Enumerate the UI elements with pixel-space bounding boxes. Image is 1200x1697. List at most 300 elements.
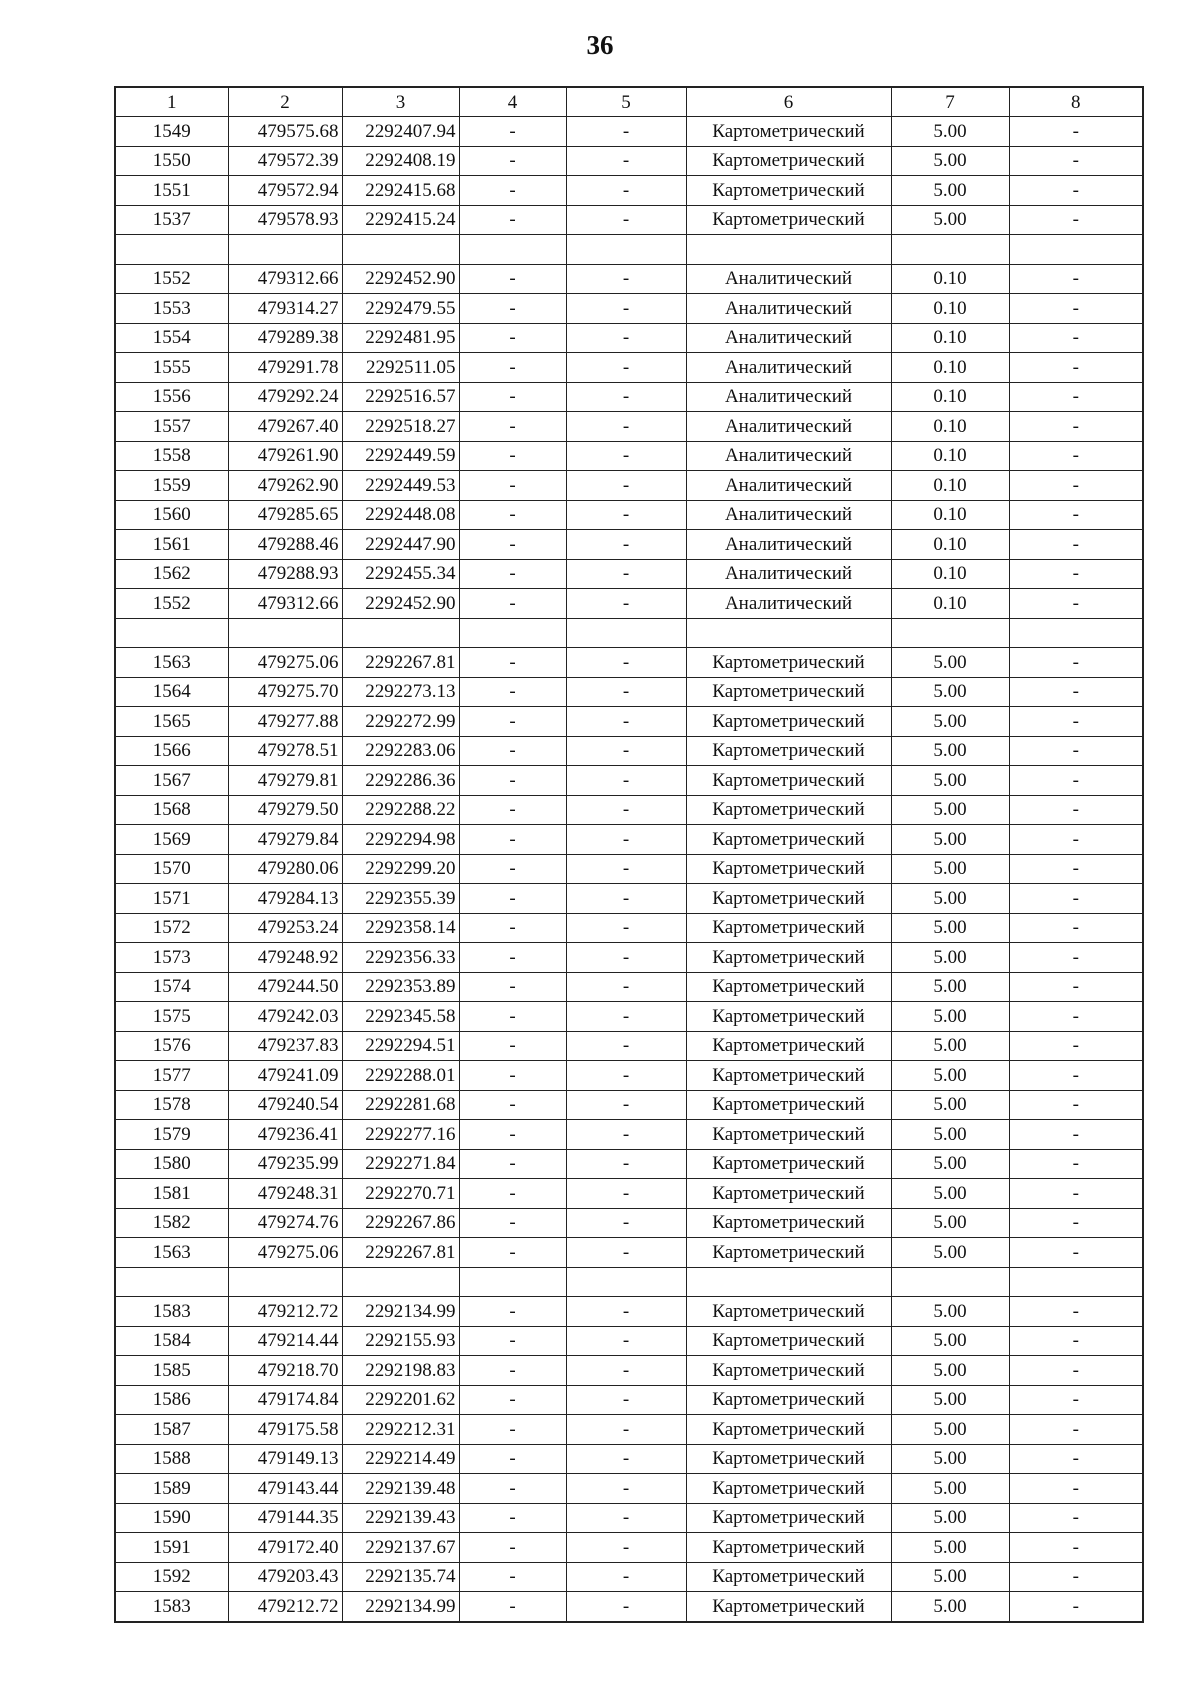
col8-cell: -: [1009, 205, 1143, 235]
col8-cell: -: [1009, 1031, 1143, 1061]
x-coordinate-cell: 479172.40: [228, 1533, 342, 1563]
table-row: [115, 766, 1143, 796]
y-coordinate-cell: 2292353.89: [342, 972, 459, 1002]
col5-cell: -: [566, 353, 686, 383]
col8-cell: -: [1009, 1562, 1143, 1592]
x-coordinate-cell: 479285.65: [228, 500, 342, 530]
point-number-cell: 1566: [115, 736, 228, 766]
x-coordinate-cell: 479284.13: [228, 884, 342, 914]
col4-cell: -: [459, 412, 566, 442]
method-cell: Аналитический: [686, 500, 891, 530]
point-number-cell: 1552: [115, 589, 228, 619]
y-coordinate-cell: 2292198.83: [342, 1356, 459, 1386]
accuracy-cell: 5.00: [891, 1120, 1009, 1150]
table-row: [115, 913, 1143, 943]
accuracy-cell: 5.00: [891, 1179, 1009, 1209]
method-cell: Картометрический: [686, 1592, 891, 1622]
y-coordinate-cell: 2292214.49: [342, 1444, 459, 1474]
column-header: 5: [566, 87, 686, 117]
col8-cell: -: [1009, 736, 1143, 766]
point-number-cell: 1550: [115, 146, 228, 176]
table-row: [115, 854, 1143, 884]
method-cell: Картометрический: [686, 766, 891, 796]
table-row: [115, 707, 1143, 737]
method-cell: Аналитический: [686, 294, 891, 324]
col5-cell: -: [566, 1090, 686, 1120]
x-coordinate-cell: 479279.50: [228, 795, 342, 825]
col8-cell: -: [1009, 412, 1143, 442]
col8-cell: -: [1009, 441, 1143, 471]
col4-cell: -: [459, 707, 566, 737]
col8-cell: -: [1009, 1592, 1143, 1622]
point-number-cell: 1560: [115, 500, 228, 530]
col4-cell: -: [459, 559, 566, 589]
col8-cell: -: [1009, 1120, 1143, 1150]
col5-cell: -: [566, 1533, 686, 1563]
accuracy-cell: 0.10: [891, 530, 1009, 560]
table-row: [115, 1002, 1143, 1032]
method-cell: Картометрический: [686, 205, 891, 235]
col4-cell: -: [459, 1297, 566, 1327]
table-row: [115, 205, 1143, 235]
y-coordinate-cell: 2292481.95: [342, 323, 459, 353]
table-row: [115, 500, 1143, 530]
y-coordinate-cell: 2292283.06: [342, 736, 459, 766]
method-cell: Картометрический: [686, 736, 891, 766]
col4-cell: -: [459, 382, 566, 412]
col4-cell: -: [459, 471, 566, 501]
method-cell: Картометрический: [686, 117, 891, 147]
y-coordinate-cell: 2292299.20: [342, 854, 459, 884]
point-number-cell: 1580: [115, 1149, 228, 1179]
col8-cell: -: [1009, 707, 1143, 737]
x-coordinate-cell: 479572.39: [228, 146, 342, 176]
col5-cell: -: [566, 1592, 686, 1622]
col8-cell: -: [1009, 1385, 1143, 1415]
col5-cell: -: [566, 1444, 686, 1474]
col5-cell: -: [566, 441, 686, 471]
accuracy-cell: 5.00: [891, 1326, 1009, 1356]
col4-cell: -: [459, 1090, 566, 1120]
point-number-cell: 1579: [115, 1120, 228, 1150]
col8-cell: -: [1009, 795, 1143, 825]
col4-cell: -: [459, 972, 566, 1002]
x-coordinate-cell: 479253.24: [228, 913, 342, 943]
x-coordinate-cell: 479279.81: [228, 766, 342, 796]
col4-cell: -: [459, 176, 566, 206]
accuracy-cell: 0.10: [891, 382, 1009, 412]
x-coordinate-cell: 479240.54: [228, 1090, 342, 1120]
col5-cell: -: [566, 500, 686, 530]
col4-cell: -: [459, 1208, 566, 1238]
y-coordinate-cell: 2292355.39: [342, 884, 459, 914]
point-number-cell: 1537: [115, 205, 228, 235]
table-row: [115, 235, 1143, 265]
col5-cell: -: [566, 1061, 686, 1091]
col8-cell: -: [1009, 648, 1143, 678]
col5-cell: -: [566, 884, 686, 914]
point-number-cell: [115, 1267, 228, 1297]
accuracy-cell: 5.00: [891, 1415, 1009, 1445]
accuracy-cell: 5.00: [891, 1031, 1009, 1061]
col5-cell: -: [566, 707, 686, 737]
point-number-cell: 1581: [115, 1179, 228, 1209]
table-row: [115, 1238, 1143, 1268]
col4-cell: -: [459, 1002, 566, 1032]
col8-cell: -: [1009, 766, 1143, 796]
col5-cell: -: [566, 766, 686, 796]
x-coordinate-cell: 479144.35: [228, 1503, 342, 1533]
col5-cell: -: [566, 589, 686, 619]
y-coordinate-cell: 2292516.57: [342, 382, 459, 412]
col5-cell: -: [566, 1474, 686, 1504]
x-coordinate-cell: 479212.72: [228, 1297, 342, 1327]
table-row: [115, 648, 1143, 678]
col4-cell: -: [459, 648, 566, 678]
accuracy-cell: 5.00: [891, 117, 1009, 147]
y-coordinate-cell: 2292139.43: [342, 1503, 459, 1533]
col4-cell: -: [459, 1533, 566, 1563]
method-cell: Аналитический: [686, 559, 891, 589]
y-coordinate-cell: 2292273.13: [342, 677, 459, 707]
accuracy-cell: [891, 1267, 1009, 1297]
x-coordinate-cell: 479214.44: [228, 1326, 342, 1356]
col4-cell: -: [459, 1503, 566, 1533]
accuracy-cell: 0.10: [891, 471, 1009, 501]
table-row: [115, 972, 1143, 1002]
accuracy-cell: 5.00: [891, 1002, 1009, 1032]
accuracy-cell: 0.10: [891, 264, 1009, 294]
table-row: [115, 412, 1143, 442]
accuracy-cell: 5.00: [891, 1208, 1009, 1238]
x-coordinate-cell: 479314.27: [228, 294, 342, 324]
table-row: [115, 117, 1143, 147]
point-number-cell: 1558: [115, 441, 228, 471]
col4-cell: -: [459, 1061, 566, 1091]
accuracy-cell: 5.00: [891, 1385, 1009, 1415]
accuracy-cell: 5.00: [891, 146, 1009, 176]
col5-cell: -: [566, 1031, 686, 1061]
col4-cell: -: [459, 913, 566, 943]
point-number-cell: 1564: [115, 677, 228, 707]
x-coordinate-cell: 479578.93: [228, 205, 342, 235]
method-cell: Картометрический: [686, 1120, 891, 1150]
col4-cell: -: [459, 1562, 566, 1592]
col5-cell: -: [566, 294, 686, 324]
y-coordinate-cell: 2292415.68: [342, 176, 459, 206]
y-coordinate-cell: 2292281.68: [342, 1090, 459, 1120]
point-number-cell: 1575: [115, 1002, 228, 1032]
col8-cell: -: [1009, 1326, 1143, 1356]
method-cell: Картометрический: [686, 146, 891, 176]
point-number-cell: 1590: [115, 1503, 228, 1533]
x-coordinate-cell: [228, 235, 342, 265]
col4-cell: -: [459, 294, 566, 324]
method-cell: Картометрический: [686, 1415, 891, 1445]
table-row: [115, 1415, 1143, 1445]
x-coordinate-cell: 479235.99: [228, 1149, 342, 1179]
col5-cell: [566, 618, 686, 648]
y-coordinate-cell: [342, 618, 459, 648]
col8-cell: -: [1009, 913, 1143, 943]
method-cell: Картометрический: [686, 1002, 891, 1032]
method-cell: Картометрический: [686, 1031, 891, 1061]
col8-cell: [1009, 235, 1143, 265]
table-row: [115, 1503, 1143, 1533]
y-coordinate-cell: 2292358.14: [342, 913, 459, 943]
col4-cell: -: [459, 825, 566, 855]
x-coordinate-cell: 479143.44: [228, 1474, 342, 1504]
accuracy-cell: [891, 618, 1009, 648]
col8-cell: -: [1009, 1474, 1143, 1504]
x-coordinate-cell: 479289.38: [228, 323, 342, 353]
method-cell: Картометрический: [686, 1503, 891, 1533]
col5-cell: -: [566, 1002, 686, 1032]
col5-cell: -: [566, 382, 686, 412]
x-coordinate-cell: 479275.70: [228, 677, 342, 707]
col8-cell: -: [1009, 1415, 1143, 1445]
table-row: [115, 1356, 1143, 1386]
method-cell: Картометрический: [686, 1208, 891, 1238]
col4-cell: -: [459, 1415, 566, 1445]
col8-cell: -: [1009, 117, 1143, 147]
table-row: [115, 589, 1143, 619]
col8-cell: -: [1009, 1533, 1143, 1563]
col4-cell: -: [459, 1592, 566, 1622]
table-row: [115, 1326, 1143, 1356]
x-coordinate-cell: [228, 618, 342, 648]
point-number-cell: 1577: [115, 1061, 228, 1091]
column-header: 3: [342, 87, 459, 117]
col5-cell: -: [566, 1238, 686, 1268]
col5-cell: -: [566, 736, 686, 766]
accuracy-cell: 5.00: [891, 766, 1009, 796]
method-cell: Картометрический: [686, 1562, 891, 1592]
accuracy-cell: 5.00: [891, 1444, 1009, 1474]
x-coordinate-cell: 479242.03: [228, 1002, 342, 1032]
y-coordinate-cell: 2292455.34: [342, 559, 459, 589]
col8-cell: -: [1009, 353, 1143, 383]
y-coordinate-cell: 2292286.36: [342, 766, 459, 796]
point-number-cell: 1582: [115, 1208, 228, 1238]
col4-cell: -: [459, 323, 566, 353]
accuracy-cell: 5.00: [891, 884, 1009, 914]
point-number-cell: 1584: [115, 1326, 228, 1356]
col8-cell: [1009, 1267, 1143, 1297]
accuracy-cell: 5.00: [891, 1503, 1009, 1533]
y-coordinate-cell: 2292201.62: [342, 1385, 459, 1415]
table-row: [115, 382, 1143, 412]
col4-cell: -: [459, 530, 566, 560]
method-cell: Картометрический: [686, 1385, 891, 1415]
point-number-cell: [115, 235, 228, 265]
col4-cell: -: [459, 1356, 566, 1386]
col4-cell: -: [459, 854, 566, 884]
method-cell: Картометрический: [686, 1149, 891, 1179]
accuracy-cell: 5.00: [891, 825, 1009, 855]
point-number-cell: 1586: [115, 1385, 228, 1415]
x-coordinate-cell: 479575.68: [228, 117, 342, 147]
table-body: [115, 117, 1143, 1622]
table-row: [115, 1179, 1143, 1209]
col5-cell: -: [566, 1385, 686, 1415]
col5-cell: -: [566, 795, 686, 825]
x-coordinate-cell: [228, 1267, 342, 1297]
point-number-cell: 1556: [115, 382, 228, 412]
accuracy-cell: 5.00: [891, 854, 1009, 884]
method-cell: Картометрический: [686, 825, 891, 855]
table-row: [115, 1120, 1143, 1150]
accuracy-cell: 5.00: [891, 736, 1009, 766]
col5-cell: [566, 1267, 686, 1297]
col8-cell: -: [1009, 854, 1143, 884]
accuracy-cell: [891, 235, 1009, 265]
method-cell: Картометрический: [686, 707, 891, 737]
table-row: [115, 884, 1143, 914]
col4-cell: -: [459, 1120, 566, 1150]
method-cell: Картометрический: [686, 884, 891, 914]
point-number-cell: 1559: [115, 471, 228, 501]
col8-cell: -: [1009, 1149, 1143, 1179]
y-coordinate-cell: 2292294.51: [342, 1031, 459, 1061]
col8-cell: -: [1009, 500, 1143, 530]
col4-cell: -: [459, 1031, 566, 1061]
y-coordinate-cell: 2292511.05: [342, 353, 459, 383]
col4-cell: -: [459, 441, 566, 471]
accuracy-cell: 5.00: [891, 1090, 1009, 1120]
col4-cell: -: [459, 1385, 566, 1415]
col5-cell: -: [566, 648, 686, 678]
x-coordinate-cell: 479277.88: [228, 707, 342, 737]
x-coordinate-cell: 479174.84: [228, 1385, 342, 1415]
table-row: [115, 1267, 1143, 1297]
y-coordinate-cell: 2292294.98: [342, 825, 459, 855]
y-coordinate-cell: 2292134.99: [342, 1297, 459, 1327]
accuracy-cell: 5.00: [891, 972, 1009, 1002]
col8-cell: -: [1009, 825, 1143, 855]
method-cell: Картометрический: [686, 972, 891, 1002]
x-coordinate-cell: 479248.92: [228, 943, 342, 973]
table-row: [115, 677, 1143, 707]
y-coordinate-cell: 2292137.67: [342, 1533, 459, 1563]
col8-cell: -: [1009, 1356, 1143, 1386]
col4-cell: -: [459, 1149, 566, 1179]
method-cell: Картометрический: [686, 1533, 891, 1563]
method-cell: [686, 618, 891, 648]
y-coordinate-cell: 2292267.86: [342, 1208, 459, 1238]
col8-cell: -: [1009, 323, 1143, 353]
method-cell: Картометрический: [686, 1061, 891, 1091]
col5-cell: -: [566, 559, 686, 589]
table-row: [115, 559, 1143, 589]
y-coordinate-cell: 2292415.24: [342, 205, 459, 235]
accuracy-cell: 5.00: [891, 1238, 1009, 1268]
point-number-cell: 1588: [115, 1444, 228, 1474]
column-header: 4: [459, 87, 566, 117]
table-row: [115, 1061, 1143, 1091]
point-number-cell: 1557: [115, 412, 228, 442]
accuracy-cell: 5.00: [891, 1356, 1009, 1386]
accuracy-cell: 5.00: [891, 176, 1009, 206]
col5-cell: -: [566, 943, 686, 973]
point-number-cell: 1563: [115, 648, 228, 678]
table-row: [115, 146, 1143, 176]
x-coordinate-cell: 479212.72: [228, 1592, 342, 1622]
point-number-cell: 1563: [115, 1238, 228, 1268]
x-coordinate-cell: 479292.24: [228, 382, 342, 412]
y-coordinate-cell: 2292271.84: [342, 1149, 459, 1179]
y-coordinate-cell: 2292139.48: [342, 1474, 459, 1504]
method-cell: [686, 1267, 891, 1297]
y-coordinate-cell: 2292345.58: [342, 1002, 459, 1032]
x-coordinate-cell: 479572.94: [228, 176, 342, 206]
method-cell: Картометрический: [686, 648, 891, 678]
col4-cell: -: [459, 1238, 566, 1268]
table-row: [115, 323, 1143, 353]
point-number-cell: 1552: [115, 264, 228, 294]
y-coordinate-cell: 2292479.55: [342, 294, 459, 324]
method-cell: Картометрический: [686, 1090, 891, 1120]
x-coordinate-cell: 479244.50: [228, 972, 342, 1002]
x-coordinate-cell: 479312.66: [228, 589, 342, 619]
y-coordinate-cell: 2292449.59: [342, 441, 459, 471]
col4-cell: [459, 618, 566, 648]
y-coordinate-cell: 2292267.81: [342, 1238, 459, 1268]
table-row: [115, 441, 1143, 471]
table-row: [115, 1533, 1143, 1563]
y-coordinate-cell: 2292448.08: [342, 500, 459, 530]
col8-cell: -: [1009, 559, 1143, 589]
coordinates-table: [114, 86, 1144, 1623]
table-row: [115, 618, 1143, 648]
table-row: [115, 943, 1143, 973]
method-cell: Аналитический: [686, 353, 891, 383]
col4-cell: -: [459, 795, 566, 825]
col5-cell: -: [566, 1562, 686, 1592]
point-number-cell: 1551: [115, 176, 228, 206]
col5-cell: -: [566, 913, 686, 943]
y-coordinate-cell: 2292134.99: [342, 1592, 459, 1622]
col5-cell: [566, 235, 686, 265]
col8-cell: -: [1009, 589, 1143, 619]
col4-cell: [459, 1267, 566, 1297]
table-header-row: [115, 87, 1143, 117]
point-number-cell: 1587: [115, 1415, 228, 1445]
col8-cell: -: [1009, 294, 1143, 324]
x-coordinate-cell: 479291.78: [228, 353, 342, 383]
col8-cell: -: [1009, 1297, 1143, 1327]
col5-cell: -: [566, 146, 686, 176]
point-number-cell: 1574: [115, 972, 228, 1002]
method-cell: Картометрический: [686, 1238, 891, 1268]
y-coordinate-cell: 2292408.19: [342, 146, 459, 176]
method-cell: Аналитический: [686, 382, 891, 412]
method-cell: Аналитический: [686, 589, 891, 619]
col5-cell: -: [566, 825, 686, 855]
col8-cell: -: [1009, 530, 1143, 560]
accuracy-cell: 5.00: [891, 795, 1009, 825]
method-cell: Картометрический: [686, 1444, 891, 1474]
accuracy-cell: 0.10: [891, 353, 1009, 383]
point-number-cell: 1578: [115, 1090, 228, 1120]
table-row: [115, 530, 1143, 560]
col8-cell: -: [1009, 176, 1143, 206]
x-coordinate-cell: 479175.58: [228, 1415, 342, 1445]
col5-cell: -: [566, 854, 686, 884]
method-cell: Аналитический: [686, 441, 891, 471]
col5-cell: -: [566, 1208, 686, 1238]
method-cell: Картометрический: [686, 677, 891, 707]
